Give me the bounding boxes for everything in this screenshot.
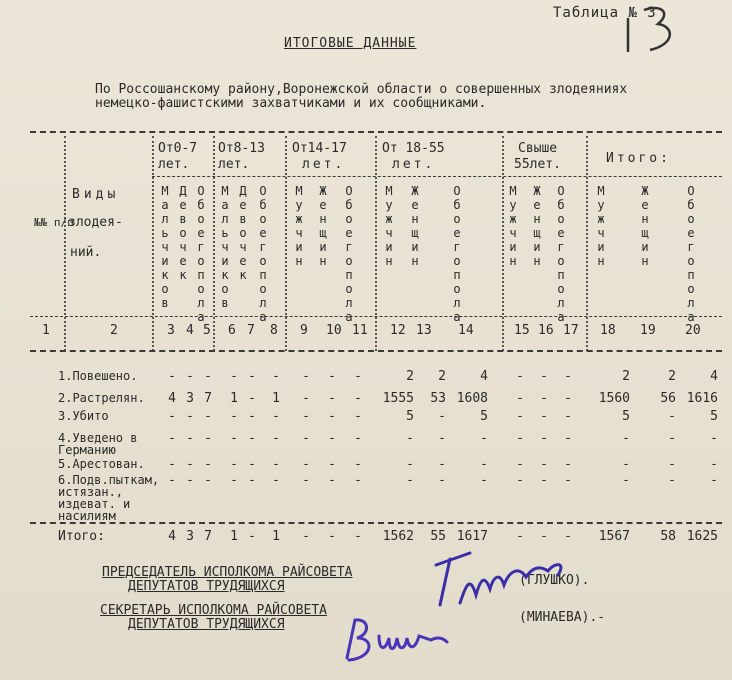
- column-number: 17: [563, 323, 579, 338]
- intro-line-1: По Россошанскому району,Воронежской области о совершенных злодеяниях: [95, 82, 628, 97]
- header-sub-rule: [152, 176, 722, 177]
- cell-value: -: [272, 457, 280, 472]
- header-over-55-years: 55лет.: [514, 157, 561, 172]
- cell-value: 2: [406, 369, 414, 384]
- vertical-subheader: Мужчин: [509, 184, 517, 268]
- cell-value: -: [204, 473, 212, 488]
- column-number: 4: [186, 323, 194, 338]
- cell-value: -: [668, 473, 676, 488]
- column-number: 20: [685, 323, 701, 338]
- cell-value: -: [710, 473, 718, 488]
- vertical-subheader: Обоего пола: [197, 184, 205, 324]
- vertical-subheader: Женщин: [641, 184, 649, 268]
- total-value: -: [302, 529, 310, 544]
- column-number: 3: [167, 323, 175, 338]
- total-value: 7: [204, 529, 212, 544]
- cell-value: -: [230, 457, 238, 472]
- cell-value: -: [248, 391, 256, 406]
- row-label: 2.Растрелян.: [58, 391, 145, 405]
- signer2-title-a: СЕКРЕТАРЬ ИСПОЛКОМА РАЙСОВЕТА: [100, 603, 327, 618]
- cell-value: -: [564, 457, 572, 472]
- header-num: №№ п/п: [34, 216, 74, 229]
- vertical-subheader: Обоего пола: [557, 184, 565, 324]
- cell-value: -: [204, 409, 212, 424]
- vertical-subheader: Обоего пола: [259, 184, 267, 324]
- col-sep: [64, 136, 66, 351]
- cell-value: -: [516, 391, 524, 406]
- header-age-14-17-years: лет.: [302, 157, 346, 172]
- cell-value: -: [480, 431, 488, 446]
- cell-value: 5: [622, 409, 630, 424]
- column-number: 10: [326, 323, 342, 338]
- row-label: 5.Арестован.: [58, 457, 145, 471]
- cell-value: -: [168, 431, 176, 446]
- col-sep: [502, 136, 504, 351]
- total-value: -: [328, 529, 336, 544]
- header-age-8-13: От8-13: [218, 141, 265, 156]
- cell-value: -: [230, 409, 238, 424]
- cell-value: 1: [272, 391, 280, 406]
- cell-value: -: [668, 431, 676, 446]
- table-tag: Таблица № 3: [553, 5, 657, 21]
- cell-value: -: [186, 409, 194, 424]
- cell-value: -: [622, 431, 630, 446]
- total-value: -: [516, 529, 524, 544]
- cell-value: 1555: [382, 391, 414, 406]
- cell-value: -: [354, 391, 362, 406]
- cell-value: -: [564, 391, 572, 406]
- cell-value: -: [230, 473, 238, 488]
- cell-value: -: [328, 473, 336, 488]
- cell-value: 5: [480, 409, 488, 424]
- cell-value: 53: [430, 391, 446, 406]
- col-sep: [213, 136, 215, 351]
- cell-value: -: [438, 473, 446, 488]
- column-number: 11: [352, 323, 368, 338]
- row-label: 4.Уведено в Германию: [58, 431, 138, 457]
- cell-value: -: [302, 473, 310, 488]
- cell-value: -: [438, 409, 446, 424]
- cell-value: -: [168, 473, 176, 488]
- cell-value: -: [354, 473, 362, 488]
- cell-value: -: [668, 409, 676, 424]
- cell-value: -: [480, 473, 488, 488]
- cell-value: -: [302, 391, 310, 406]
- cell-value: -: [204, 369, 212, 384]
- vertical-subheader: Обоего пола: [345, 184, 353, 324]
- col-sep: [586, 136, 588, 351]
- cell-value: -: [540, 409, 548, 424]
- totals-top-rule: [30, 522, 722, 524]
- total-value: 58: [660, 529, 676, 544]
- cell-value: -: [540, 457, 548, 472]
- cell-value: -: [540, 473, 548, 488]
- header-age-0-7-years: лет.: [158, 157, 190, 172]
- vertical-subheader: Мальчиков: [221, 184, 229, 310]
- cell-value: -: [186, 457, 194, 472]
- cell-value: -: [272, 431, 280, 446]
- column-number: 1: [42, 323, 50, 338]
- column-number: 6: [228, 323, 236, 338]
- col-sep: [375, 136, 377, 351]
- cell-value: -: [302, 369, 310, 384]
- cell-value: -: [248, 369, 256, 384]
- cell-value: -: [248, 457, 256, 472]
- total-value: -: [540, 529, 548, 544]
- intro-line-2: немецко-фашистскими захватчиками и их сообщниками.: [95, 96, 487, 111]
- total-value: 1567: [598, 529, 630, 544]
- header-kinds-3: ний.: [70, 245, 102, 260]
- cell-value: -: [516, 473, 524, 488]
- handwritten-page-number: [620, 0, 690, 60]
- cell-value: -: [230, 369, 238, 384]
- vertical-subheader: Девочек: [239, 184, 247, 282]
- cell-value: -: [186, 473, 194, 488]
- cell-value: -: [438, 457, 446, 472]
- column-number: 14: [458, 323, 474, 338]
- cell-value: -: [186, 369, 194, 384]
- cell-value: 5: [710, 409, 718, 424]
- cell-value: 4: [480, 369, 488, 384]
- signer2-title-b: ДЕПУТАТОВ ТРУДЯЩИХСЯ: [128, 617, 285, 632]
- cell-value: -: [622, 473, 630, 488]
- colnum-top-rule: [30, 316, 722, 317]
- row-label: 6.Подв.пыткам, истязан., издеват. и насилиям: [58, 473, 160, 523]
- column-number: 12: [390, 323, 406, 338]
- cell-value: -: [248, 473, 256, 488]
- cell-value: 5: [406, 409, 414, 424]
- total-value: 1625: [686, 529, 718, 544]
- cell-value: 3: [186, 391, 194, 406]
- cell-value: -: [204, 457, 212, 472]
- cell-value: -: [354, 457, 362, 472]
- vertical-subheader: Женщин: [319, 184, 327, 268]
- cell-value: -: [668, 457, 676, 472]
- cell-value: -: [564, 369, 572, 384]
- cell-value: 2: [438, 369, 446, 384]
- total-value: -: [354, 529, 362, 544]
- header-age-0-7: От0-7: [158, 141, 198, 156]
- total-value: -: [564, 529, 572, 544]
- column-number: 18: [600, 323, 616, 338]
- cell-value: -: [406, 431, 414, 446]
- cell-value: -: [354, 431, 362, 446]
- column-number: 19: [640, 323, 656, 338]
- signature-minaeva: [335, 610, 455, 670]
- vertical-subheader: Мужчин: [295, 184, 303, 268]
- column-number: 5: [203, 323, 211, 338]
- total-value: 1: [230, 529, 238, 544]
- cell-value: -: [480, 457, 488, 472]
- cell-value: -: [230, 431, 238, 446]
- cell-value: -: [516, 369, 524, 384]
- cell-value: -: [540, 391, 548, 406]
- table-header-bottom-rule: [30, 350, 722, 352]
- cell-value: -: [564, 431, 572, 446]
- header-over-55: Свыше: [518, 141, 558, 156]
- header-age-14-17: От14-17: [292, 141, 347, 156]
- vertical-subheader: Мужчин: [597, 184, 605, 268]
- cell-value: -: [272, 369, 280, 384]
- total-value: 1562: [382, 529, 414, 544]
- vertical-subheader: Обоего пола: [687, 184, 695, 324]
- cell-value: 56: [660, 391, 676, 406]
- cell-value: -: [406, 457, 414, 472]
- cell-value: -: [186, 431, 194, 446]
- document-title: ИТОГОВЫЕ ДАННЫЕ: [284, 36, 417, 51]
- cell-value: -: [516, 431, 524, 446]
- table-top-rule: [30, 131, 722, 133]
- vertical-subheader: Мальчиков: [161, 184, 169, 310]
- header-age-8-13-years: лет.: [218, 157, 250, 172]
- cell-value: -: [622, 457, 630, 472]
- cell-value: -: [272, 409, 280, 424]
- cell-value: -: [168, 369, 176, 384]
- signer1-title-b: ДЕПУТАТОВ ТРУДЯЩИХСЯ: [128, 579, 285, 594]
- signer1-title-a: ПРЕДСЕДАТЕЛЬ ИСПОЛКОМА РАЙСОВЕТА: [102, 565, 353, 580]
- cell-value: -: [272, 473, 280, 488]
- cell-value: -: [710, 431, 718, 446]
- cell-value: 2: [622, 369, 630, 384]
- vertical-subheader: Девочек: [179, 184, 187, 282]
- cell-value: -: [248, 409, 256, 424]
- cell-value: -: [204, 431, 212, 446]
- header-age-18-55-years: лет.: [392, 157, 436, 172]
- cell-value: -: [540, 431, 548, 446]
- totals-label: Итого:: [58, 529, 105, 544]
- cell-value: -: [248, 431, 256, 446]
- column-number: 15: [514, 323, 530, 338]
- cell-value: 1560: [598, 391, 630, 406]
- total-value: 55: [430, 529, 446, 544]
- column-number: 8: [270, 323, 278, 338]
- cell-value: -: [564, 473, 572, 488]
- vertical-subheader: Мужчин: [385, 184, 393, 268]
- total-value: 4: [168, 529, 176, 544]
- header-age-18-55: От 18-55: [382, 141, 445, 156]
- cell-value: -: [328, 457, 336, 472]
- cell-value: -: [354, 409, 362, 424]
- cell-value: 4: [168, 391, 176, 406]
- column-number: 16: [538, 323, 554, 338]
- cell-value: -: [328, 409, 336, 424]
- cell-value: 7: [204, 391, 212, 406]
- total-value: 1: [272, 529, 280, 544]
- cell-value: -: [710, 457, 718, 472]
- signer1-name: (ГЛУШКО).: [519, 573, 590, 588]
- cell-value: -: [302, 409, 310, 424]
- row-label: 3.Убито: [58, 409, 109, 423]
- column-number: 9: [300, 323, 308, 338]
- col-sep: [152, 136, 154, 351]
- column-number: 7: [247, 323, 255, 338]
- signature-glushko: [430, 545, 580, 615]
- cell-value: -: [328, 431, 336, 446]
- vertical-subheader: Обоего пола: [453, 184, 461, 324]
- cell-value: -: [354, 369, 362, 384]
- column-number: 13: [416, 323, 432, 338]
- vertical-subheader: Женщин: [411, 184, 419, 268]
- cell-value: -: [168, 409, 176, 424]
- cell-value: 1: [230, 391, 238, 406]
- cell-value: -: [168, 457, 176, 472]
- cell-value: 1616: [686, 391, 718, 406]
- total-value: 3: [186, 529, 194, 544]
- header-total: Итого:: [606, 151, 671, 166]
- row-label: 1.Повешено.: [58, 369, 138, 383]
- cell-value: -: [438, 431, 446, 446]
- cell-value: 2: [668, 369, 676, 384]
- cell-value: 1608: [456, 391, 488, 406]
- cell-value: 4: [710, 369, 718, 384]
- total-value: 1617: [456, 529, 488, 544]
- total-value: -: [248, 529, 256, 544]
- header-kinds: Виды: [72, 187, 120, 202]
- header-kinds-2: злодея-: [68, 215, 123, 230]
- cell-value: -: [564, 409, 572, 424]
- column-number: 2: [110, 323, 118, 338]
- cell-value: -: [302, 431, 310, 446]
- cell-value: -: [406, 473, 414, 488]
- cell-value: -: [540, 369, 548, 384]
- cell-value: -: [516, 409, 524, 424]
- cell-value: -: [516, 457, 524, 472]
- cell-value: -: [328, 391, 336, 406]
- cell-value: -: [328, 369, 336, 384]
- cell-value: -: [302, 457, 310, 472]
- signer2-name: (МИНАЕВА).-: [519, 610, 606, 625]
- col-sep: [285, 136, 287, 351]
- vertical-subheader: Женщин: [533, 184, 541, 268]
